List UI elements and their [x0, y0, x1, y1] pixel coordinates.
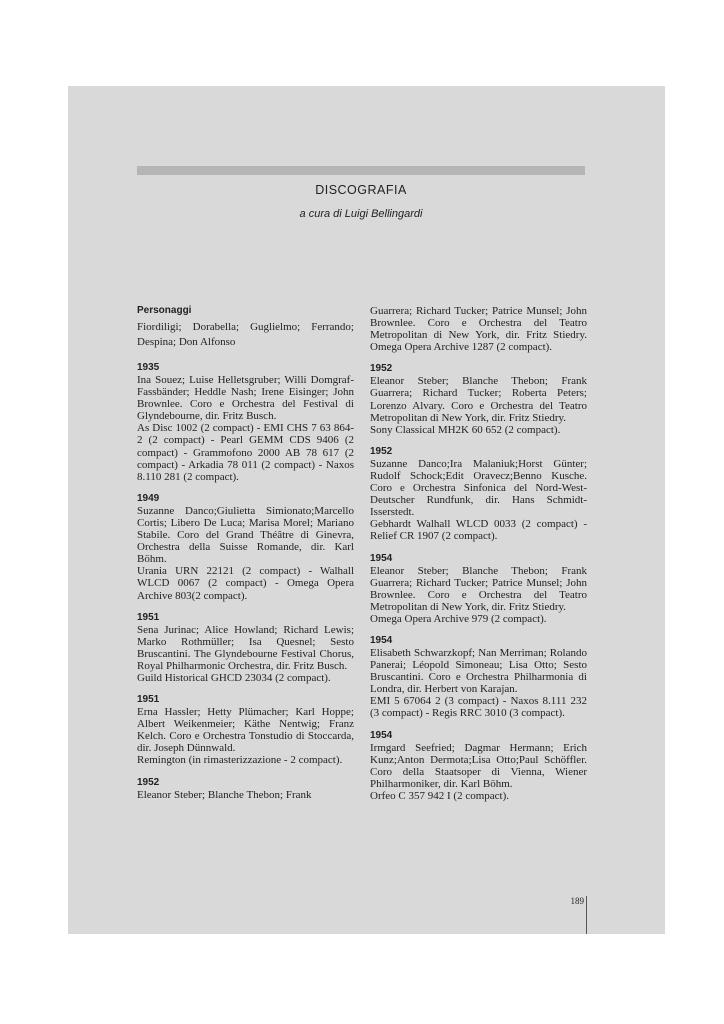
characters-heading: Personaggi [137, 305, 192, 316]
entry-year: 1952 [370, 363, 393, 375]
entry-cast: Erna Hassler; Hetty Plümacher; Karl Hoppe; Albert Weikenmeier; Käthe Nentwig; Franz Kelch. Coro e Orchestra Tonstudio di Stoccarda, dir. Joseph Dünnwald. [137, 706, 354, 755]
right-column [370, 305, 587, 802]
entry-labels: Gebhardt Walhall WLCD 0033 (2 compact) - Relief CR 1907 (2 compact). [370, 518, 587, 543]
entry-cast: Irmgard Seefried; Dagmar Hermann; Erich Kunz;Anton Dermota;Lisa Otto;Paul Schöffler. Coro della Staatsoper di Vienna, Wiener Philharmoniker, dir. Karl Böhm. [370, 741, 587, 790]
page-title: DISCOGRAFIA [315, 183, 407, 197]
entry-year: 1951 [137, 611, 160, 623]
entry-year: 1954 [370, 729, 393, 741]
entry-continuation: Guarrera; Richard Tucker; Patrice Munsel; John Brownlee. Coro e Orchestra del Teatro Metropolitan di New York, dir. Fritz Stiedry. Omega Opera Archive 1287 (2 compact). [370, 305, 587, 354]
entry-year: 1954 [370, 634, 393, 646]
entry-year: 1954 [370, 552, 393, 564]
page [68, 86, 665, 934]
page-number: 189 [570, 896, 584, 906]
header-rule [137, 166, 585, 175]
left-column [137, 305, 354, 801]
entry-cast: Suzanne Danco;Ira Malaniuk;Horst Günter; Rudolf Schock;Edit Oravecz;Benno Kusche. Coro e Orchestra Sinfonica del Nord-West-Deutscher Rundfunk, dir. Hans Schmidt-Isserstedt. [370, 457, 587, 519]
page-number-rule [586, 896, 587, 934]
entry-cast: Eleanor Steber; Blanche Thebon; Frank Guarrera; Richard Tucker; Patrice Munsel; John Brownlee. Coro e Orchestra del Teatro Metropolitan di New York, dir. Fritz Stiedry. [370, 564, 587, 613]
entry-cast: Eleanor Steber; Blanche Thebon; Frank Guarrera; Richard Tucker; Roberta Peters; Lorenzo Alvary. Coro e Orchestra del Teatro Metropolitan di New York, dir. Fritz Stiedry. [370, 375, 587, 424]
entry-labels: As Disc 1002 (2 compact) - EMI CHS 7 63 864-2 (2 compact) - Pearl GEMM CDS 9406 (2 compact) - Grammofono 2000 AB 78 617 (2 compact) - Arkadia 78 011 (2 compact) - Naxos 8.110 281 (2 compact). [137, 422, 354, 483]
entry-cast: Ina Souez; Luise Helletsgruber; Willi Domgraf-Fassbänder; Heddle Nash; Irene Eisinger; John Brownlee. Coro e Orchestra del Festival di Glyndebourne, dir. Fritz Busch. [137, 374, 354, 423]
entry-cast: Elisabeth Schwarzkopf; Nan Merriman; Rolando Panerai; Léopold Simoneau; Lisa Otto; Sesto Bruscantini. Coro e Orchestra Philharmonia di Londra, dir. Herbert von Karajan. [370, 646, 587, 696]
entry-labels: Urania URN 22121 (2 compact) - Walhall WLCD 0067 (2 compact) - Omega Opera Archive 803(2 compact). [137, 565, 354, 602]
entry-cast: Sena Jurinac; Alice Howland; Richard Lewis; Marko Rothmüller; Isa Quesnel; Sesto Bruscantini. The Glyndebourne Festival Chorus, Royal Philharmonic Orchestra, dir. Fritz Busch. [137, 623, 354, 672]
entry-cast: Suzanne Danco;Giulietta Simionato;Marcello Cortis; Libero De Luca; Marisa Morel; Mariano Stabile. Coro del Grand Théâtre di Ginevra, Orchestra della Suisse Romande, dir. Karl Böhm. [137, 504, 354, 566]
entry-year: 1952 [370, 445, 393, 457]
entry-year: 1951 [137, 694, 160, 706]
entry-year: 1949 [137, 492, 160, 504]
entry-labels: EMI 5 67064 2 (3 compact) - Naxos 8.111 232 (3 compact) - Regis RRC 3010 (3 compact). [370, 695, 587, 720]
entry-labels: Orfeo C 357 942 I (2 compact). [370, 789, 509, 802]
entry-labels: Guild Historical GHCD 23034 (2 compact). [137, 671, 331, 684]
entry-year: 1935 [137, 362, 160, 373]
entry-cast: Eleanor Steber; Blanche Thebon; Frank [137, 788, 312, 801]
entry-labels: Remington (in rimasterizzazione - 2 compact). [137, 754, 343, 767]
entry-labels: Sony Classical MH2K 60 652 (2 compact). [370, 423, 561, 436]
characters-list: Fiordiligi; Dorabella; Guglielmo; Ferrando; Despina; Don Alfonso [137, 321, 354, 348]
entry-year: 1952 [137, 776, 160, 788]
page-subtitle: a cura di Luigi Bellingardi [299, 208, 423, 220]
entry-labels: Omega Opera Archive 979 (2 compact). [370, 612, 547, 625]
